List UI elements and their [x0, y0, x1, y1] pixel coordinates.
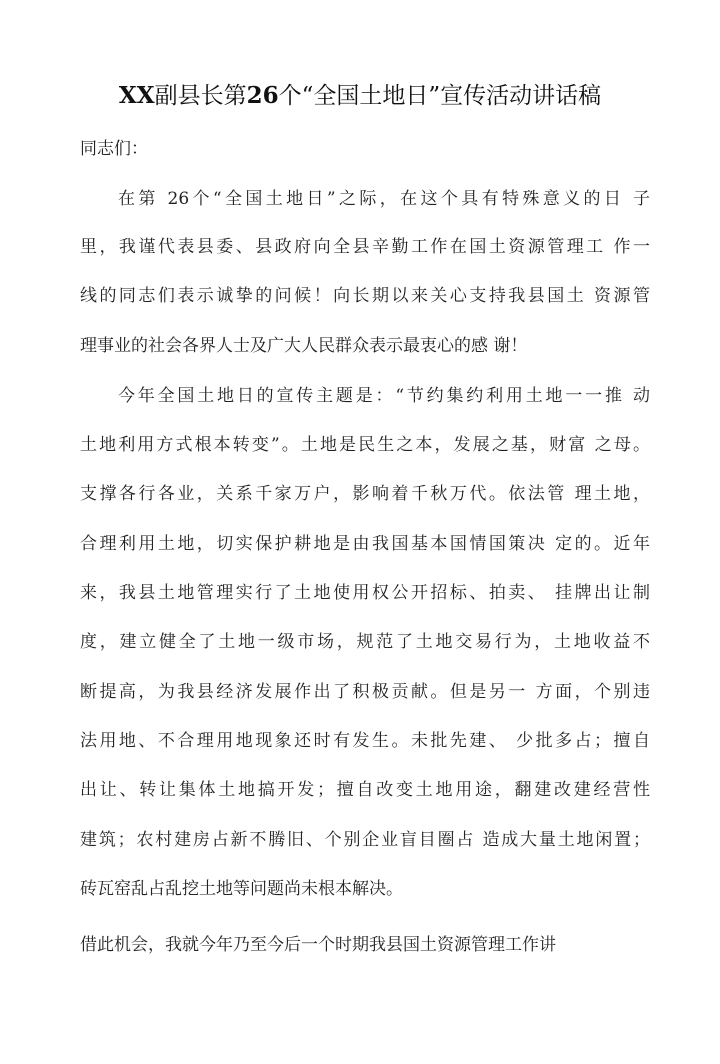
paragraph-line: 今年全国土地日的宣传主题是：“节约集约利用土地一一推 动	[118, 386, 650, 406]
paragraph-line: 度，建立健全了土地一级市场，规范了土地交易行为，土地收益不	[80, 632, 650, 652]
title-prefix: XX	[118, 82, 155, 109]
paragraph-line: 来，我县土地管理实行了土地使用权公开招标、拍卖、 挂牌出让制	[80, 583, 650, 603]
paragraph-line: 砖瓦窑乱占乱挖土地等问题尚未根本解决。	[80, 879, 403, 899]
paragraph-line: 线的同志们表示诚挚的问候！向长期以来关心支持我县国土 资源管	[80, 286, 650, 306]
paragraph-line: 土地利用方式根本转变”。土地是民生之本，发展之基，财富 之母。	[80, 435, 650, 455]
paragraph-line: 出让、转让集体土地搞开发；擅自改变土地用途，翻建改建经营性	[80, 780, 650, 800]
greeting: 同志们：	[80, 139, 148, 159]
paragraph-line: 建筑；农村建房占新不腾旧、个别企业盲目圈占 造成大量土地闲置；	[80, 830, 650, 850]
paragraph-line: 法用地、不合理用地现象还时有发生。未批先建、 少批多占；擅自	[80, 731, 650, 751]
paragraph-line: 借此机会，我就今年乃至今后一个时期我县国土资源管理工作讲	[80, 935, 556, 955]
title-mid: 副县长第	[154, 83, 247, 109]
title-rest: 个“全国土地日”宣传活动讲话稿	[278, 83, 602, 109]
document-title	[0, 80, 720, 112]
paragraph-line: 支撑各行各业，关系千家万户，影响着千秋万代。依法管 理土地，	[80, 484, 650, 504]
paragraph-line: 在第 26个“全国土地日”之际，在这个具有特殊意义的日 子	[118, 189, 650, 209]
paragraph-line: 理事业的社会各界人士及广大人民群众表示最衷心的感 谢！	[80, 336, 528, 356]
title-number: 26	[246, 82, 279, 109]
paragraph-line: 断提高，为我县经济发展作出了积极贡献。但是另一 方面，个别违	[80, 682, 650, 702]
paragraph-line: 里，我谨代表县委、县政府向全县辛勤工作在国土资源管理工 作一	[80, 237, 650, 257]
paragraph-line: 合理利用土地，切实保护耕地是由我国基本国情国策决 定的。近年	[80, 534, 650, 554]
